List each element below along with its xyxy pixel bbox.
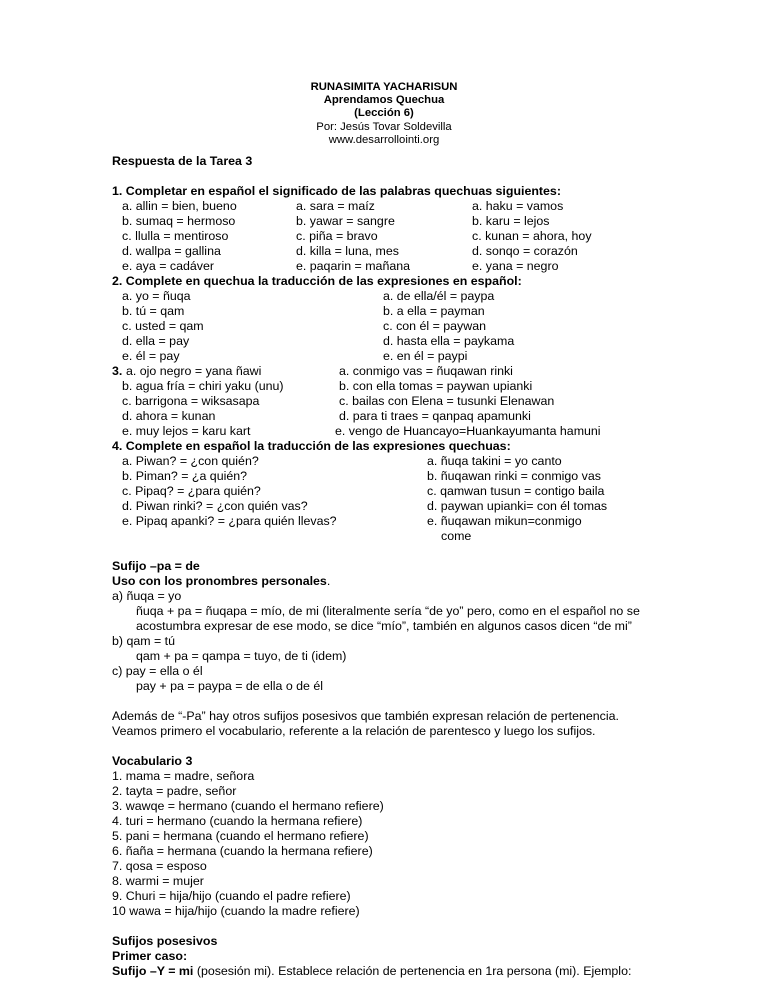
q1-col3-b: b. karu = lejos bbox=[472, 214, 550, 228]
paragraph-line-2: Veamos primero el vocabulario, referente a la relación de parentesco y luego los sufijos. bbox=[112, 724, 596, 738]
q2-col1-c: c. usted = qam bbox=[122, 319, 204, 333]
q4-col1-e: e. Pipaq apanki? = ¿para quién llevas? bbox=[122, 514, 337, 528]
q1-col3-a: a. haku = vamos bbox=[472, 199, 564, 213]
q1-col1-e: e. aya = cadáver bbox=[122, 259, 214, 273]
vocab-item: 4. turi = hermano (cuando la hermana refiere) bbox=[112, 814, 363, 828]
vocab-item: 3. wawqe = hermano (cuando el hermano refiere) bbox=[112, 799, 384, 813]
document-header bbox=[0, 81, 768, 147]
q3-col1-c: c. barrigona = wiksasapa bbox=[122, 394, 260, 408]
q1-col2-c: c. piña = bravo bbox=[296, 229, 378, 243]
vocab-item: 10 wawa = hija/hijo (cuando la madre refiere) bbox=[112, 904, 360, 918]
q2-heading: 2. Complete en quechua la traducción de las expresiones en español: bbox=[112, 274, 522, 288]
q2-col1-d: d. ella = pay bbox=[122, 334, 190, 348]
suffix-pa-usage bbox=[112, 574, 330, 589]
q4-col2-d: d. paywan upianki= con él tomas bbox=[427, 499, 608, 513]
suffix-pa-line-c-example: pay + pa = paypa = de ella o de él bbox=[136, 679, 324, 693]
q1-col2-d: d. killa = luna, mes bbox=[296, 244, 399, 258]
suffix-pa-line-b-example: qam + pa = qampa = tuyo, de ti (idem) bbox=[136, 649, 347, 663]
q4-col1-b: b. Piman? = ¿a quién? bbox=[122, 469, 248, 483]
q3-col2-a: a. conmigo vas = ñuqawan rinki bbox=[339, 364, 513, 378]
suffix-pa-line-a-example-2: acostumbra expresar de ese modo, se dice “mío”, también en algunos casos dicen “de mi” bbox=[136, 619, 632, 633]
document-title: RUNASIMITA YACHARISUN bbox=[310, 81, 458, 93]
suffix-pa-line-a: a) ñuqa = yo bbox=[112, 589, 182, 603]
q4-col2-b: b. ñuqawan rinki = conmigo vas bbox=[427, 469, 601, 483]
q2-col1-a: a. yo = ñuqa bbox=[122, 289, 191, 303]
q3-col1-e: e. muy lejos = karu kart bbox=[122, 424, 251, 438]
vocab-item: 9. Churi = hija/hijo (cuando el padre refiere) bbox=[112, 889, 351, 903]
author-line: Por: Jesús Tovar Soldevilla bbox=[316, 120, 452, 133]
document-subtitle: Aprendamos Quechua bbox=[323, 94, 445, 107]
q4-col2-e-continued: come bbox=[441, 529, 472, 543]
q4-col1-d: d. Piwan rinki? = ¿con quién vas? bbox=[122, 499, 308, 513]
q3-col1-b: b. agua fría = chiri yaku (unu) bbox=[122, 379, 284, 393]
q1-col3-c: c. kunan = ahora, hoy bbox=[472, 229, 592, 243]
q4-col2-a: a. ñuqa takini = yo canto bbox=[427, 454, 562, 468]
paragraph-line-1: Además de “-Pa” hay otros sufijos posesivos que también expresan relación de pertenencia. bbox=[112, 709, 619, 723]
lesson-number: (Lección 6) bbox=[354, 107, 414, 120]
q2-col1-e: e. él = pay bbox=[122, 349, 180, 363]
possessive-case: Primer caso: bbox=[112, 949, 188, 963]
usage-heading: Uso con los pronombres personales bbox=[112, 574, 327, 588]
suffix-y-label: Sufijo –Y = mi bbox=[112, 964, 194, 978]
q4-col1-c: c. Pipaq? = ¿para quién? bbox=[122, 484, 261, 498]
q2-col2-a: a. de ella/él = paypa bbox=[383, 289, 495, 303]
vocab-item: 8. warmi = mujer bbox=[112, 874, 204, 888]
suffix-pa-line-c: c) pay = ella o él bbox=[112, 664, 203, 678]
q3-col1-a: a. ojo negro = yana ñawi bbox=[126, 364, 262, 378]
vocab-item: 2. tayta = padre, señor bbox=[112, 784, 237, 798]
q3-col2-b: b. con ella tomas = paywan upianki bbox=[339, 379, 533, 393]
q2-col2-d: d. hasta ella = paykama bbox=[383, 334, 515, 348]
q4-col2-e: e. ñuqawan mikun=conmigo bbox=[427, 514, 582, 528]
q4-heading: 4. Complete en español la traducción de las expresiones quechuas: bbox=[112, 439, 511, 453]
suffix-pa-line-a-example-1: ñuqa + pa = ñuqapa = mío, de mi (literalmente sería “de yo” pero, como en el español no se bbox=[136, 604, 640, 618]
q4-col2-c: c. qamwan tusun = contigo baila bbox=[427, 484, 605, 498]
usage-period: . bbox=[326, 574, 331, 588]
q1-col2-e: e. paqarin = mañana bbox=[296, 259, 411, 273]
possessive-title: Sufijos posesivos bbox=[112, 934, 218, 948]
vocab-item: 1. mama = madre, señora bbox=[112, 769, 255, 783]
vocab-item: 6. ñaña = hermana (cuando la hermana refiere) bbox=[112, 844, 373, 858]
suffix-pa-line-b: b) qam = tú bbox=[112, 634, 176, 648]
q1-col3-e: e. yana = negro bbox=[472, 259, 559, 273]
q3-col2-c: c. bailas con Elena = tusunki Elenawan bbox=[339, 394, 555, 408]
q1-col1-c: c. llulla = mentiroso bbox=[122, 229, 229, 243]
vocab-item: 7. qosa = esposo bbox=[112, 859, 207, 873]
q3-number: 3. bbox=[112, 364, 123, 378]
q1-col3-d: d. sonqo = corazón bbox=[472, 244, 578, 258]
q1-col2-a: a. sara = maíz bbox=[296, 199, 375, 213]
q3-col1-d: d. ahora = kunan bbox=[122, 409, 216, 423]
possessive-suffix-line bbox=[112, 964, 631, 979]
q2-col2-e: e. en él = paypi bbox=[383, 349, 468, 363]
q3-col2-e: e. vengo de Huancayo=Huankayumanta hamuni bbox=[335, 424, 601, 438]
q1-col1-d: d. wallpa = gallina bbox=[122, 244, 221, 258]
q1-col1-b: b. sumaq = hermoso bbox=[122, 214, 236, 228]
q3-col2-d: d. para ti traes = qanpaq apamunki bbox=[339, 409, 531, 423]
q1-col1-a: a. allin = bien, bueno bbox=[122, 199, 237, 213]
q1-heading: 1. Completar en español el significado de las palabras quechuas siguientes: bbox=[112, 184, 561, 198]
q1-col2-b: b. yawar = sangre bbox=[296, 214, 395, 228]
vocab-title: Vocabulario 3 bbox=[112, 754, 193, 768]
q2-col2-c: c. con él = paywan bbox=[383, 319, 486, 333]
q2-col2-b: b. a ella = payman bbox=[383, 304, 485, 318]
suffix-pa-title: Sufijo –pa = de bbox=[112, 559, 200, 573]
q4-col1-a: a. Piwan? = ¿con quién? bbox=[122, 454, 259, 468]
section-title: Respuesta de la Tarea 3 bbox=[112, 154, 253, 168]
q2-col1-b: b. tú = qam bbox=[122, 304, 185, 318]
vocab-item: 5. pani = hermana (cuando el hermano refiere) bbox=[112, 829, 369, 843]
suffix-y-description: (posesión mi). Establece relación de pertenencia en 1ra persona (mi). Ejemplo: bbox=[193, 964, 632, 978]
website-line: www.desarrollointi.org bbox=[328, 133, 440, 146]
